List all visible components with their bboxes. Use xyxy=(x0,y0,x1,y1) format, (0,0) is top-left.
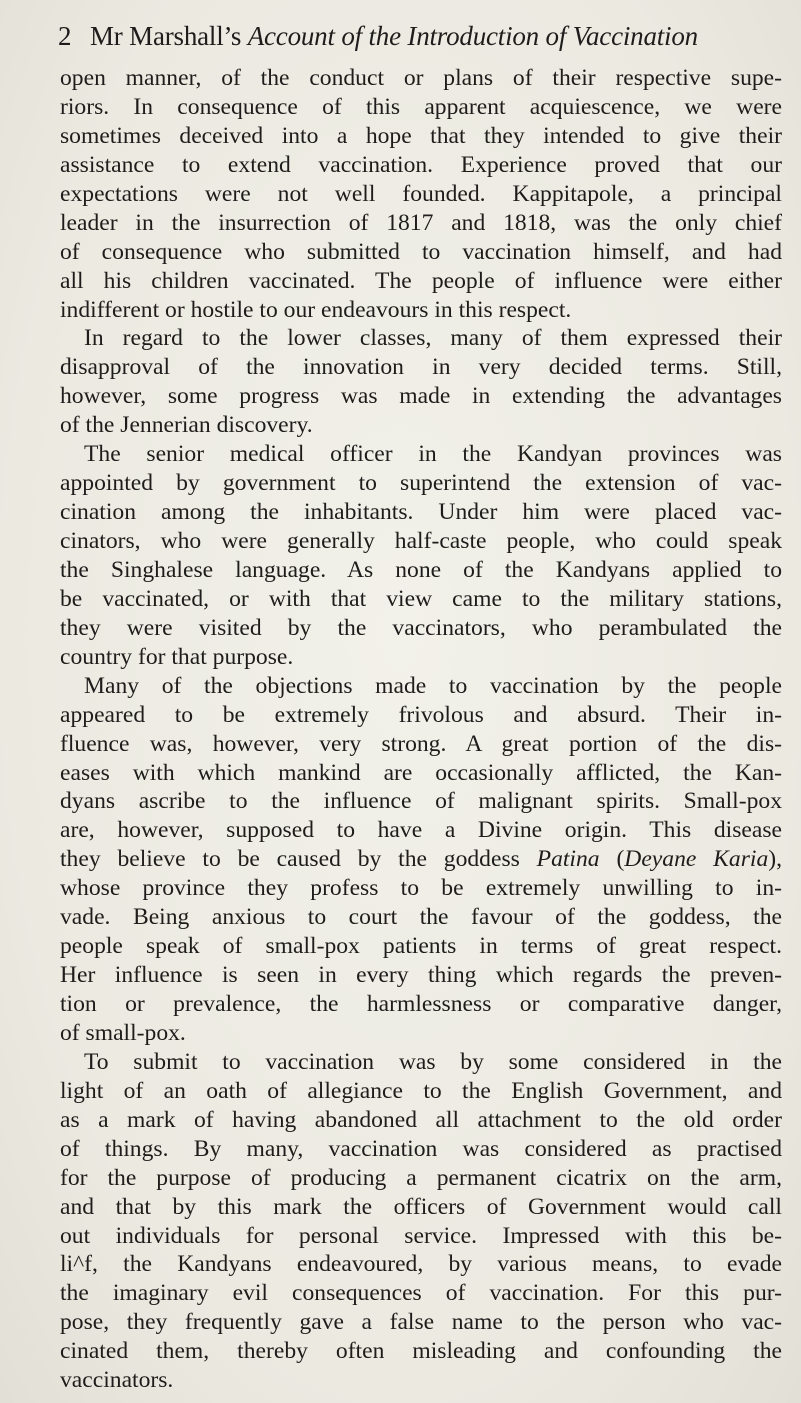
text-line: disapproval of the innovation in very decided terms. Still, xyxy=(60,354,782,381)
text-line: fluence was, however, very strong. A great portion of the dis- xyxy=(60,730,782,757)
text-line: all his children vaccinated. The people of influence were either xyxy=(60,267,782,294)
text-line: the imaginary evil consequences of vaccination. For this pur- xyxy=(60,1280,782,1307)
text-line: cinated them, thereby often misleading and confounding the xyxy=(60,1338,782,1365)
text-line: sometimes deceived into a hope that they intended to give their xyxy=(60,122,782,149)
text-line: be vaccinated, or with that view came to the military stations, xyxy=(60,585,782,612)
text-line: vade. Being anxious to court the favour of the goddess, the xyxy=(60,904,782,931)
text-line: of consequence who submitted to vaccination himself, and had xyxy=(60,238,782,265)
text-line: the Singhalese language. As none of the Kandyans applied to xyxy=(60,556,782,583)
text-line: out individuals for personal service. Impressed with this be- xyxy=(60,1222,782,1249)
text-line: cinators, who were generally half-caste people, who could speak xyxy=(60,528,782,554)
text-line: as a mark of having abandoned all attachment to the old order xyxy=(60,1106,782,1133)
text-line: of the Jennerian discovery. xyxy=(60,412,313,439)
text-line: dyans ascribe to the influence of malignant spirits. Small-pox xyxy=(60,788,782,815)
text-line: li^f, the Kandyans endeavoured, by various means, to evade xyxy=(60,1251,782,1278)
text-line: expectations were not well founded. Kappitapole, a principal xyxy=(60,180,782,207)
text-line: of things. By many, vaccination was considered as practised xyxy=(60,1135,782,1162)
text-line: and that by this mark the officers of Government would call xyxy=(60,1193,782,1220)
goddess-alt-name: Deyane Karia xyxy=(624,846,769,873)
paragraph-start-line: Many of the objections made to vaccination by the people xyxy=(84,672,782,699)
open-paren: ( xyxy=(616,846,625,873)
text-line: however, some progress was made in extending the advantages xyxy=(60,383,782,410)
goddess-line-text: they believe to be caused by the goddess xyxy=(60,846,520,873)
text-line: indifferent or hostile to our endeavours in this respect. xyxy=(60,296,572,323)
text-line: cination among the inhabitants. Under him were placed vac- xyxy=(60,499,782,526)
text-line: open manner, of the conduct or plans of their respective supe- xyxy=(60,65,782,91)
text-line: vaccinators. xyxy=(60,1367,174,1394)
text-line: appeared to be extremely frivolous and absurd. Their in- xyxy=(60,701,782,728)
text-line: are, however, supposed to have a Divine origin. This disease xyxy=(60,817,782,844)
running-head-author: Mr Marshall’s xyxy=(90,21,242,51)
text-line-goddess xyxy=(60,845,782,874)
text-line: appointed by government to superintend the extension of vac- xyxy=(60,470,782,497)
paragraph-start-line: To submit to vaccination was by some considered in the xyxy=(84,1048,782,1075)
body-text xyxy=(60,64,782,1395)
goddess-name: Patina xyxy=(536,846,600,873)
text-line: of small-pox. xyxy=(60,1019,186,1046)
paragraph-start-line: In regard to the lower classes, many of them expressed their xyxy=(84,325,782,352)
text-line: country for that purpose. xyxy=(60,643,294,670)
page-number: 2 xyxy=(58,21,72,51)
text-line: riors. In consequence of this apparent acquiescence, we were xyxy=(60,93,782,120)
text-line: eases with which mankind are occasionally afflicted, the Kan- xyxy=(60,759,782,786)
text-line: for the purpose of producing a permanent cicatrix on the arm, xyxy=(60,1164,782,1191)
text-line: pose, they frequently gave a false name to the person who vac- xyxy=(60,1309,782,1336)
text-line: tion or prevalence, the harmlessness or comparative danger, xyxy=(60,991,782,1017)
close-paren: ), xyxy=(768,846,783,873)
text-line: Her influence is seen in every thing which regards the preven- xyxy=(60,962,782,989)
text-line: they were visited by the vaccinators, who perambulated the xyxy=(60,614,782,641)
text-line: people speak of small-pox patients in terms of great respect. xyxy=(60,933,782,960)
running-head-title: Account of the Introduction of Vaccination xyxy=(247,21,698,51)
text-line: assistance to extend vaccination. Experience proved that our xyxy=(60,151,782,178)
paragraph-start-line: The senior medical officer in the Kandyan provinces was xyxy=(84,441,782,468)
text-line: whose province they profess to be extremely unwilling to in- xyxy=(60,875,782,902)
running-head xyxy=(58,18,788,58)
text-line: leader in the insurrection of 1817 and 1818, was the only chief xyxy=(60,209,782,236)
text-line: light of an oath of allegiance to the English Government, and xyxy=(60,1077,782,1104)
